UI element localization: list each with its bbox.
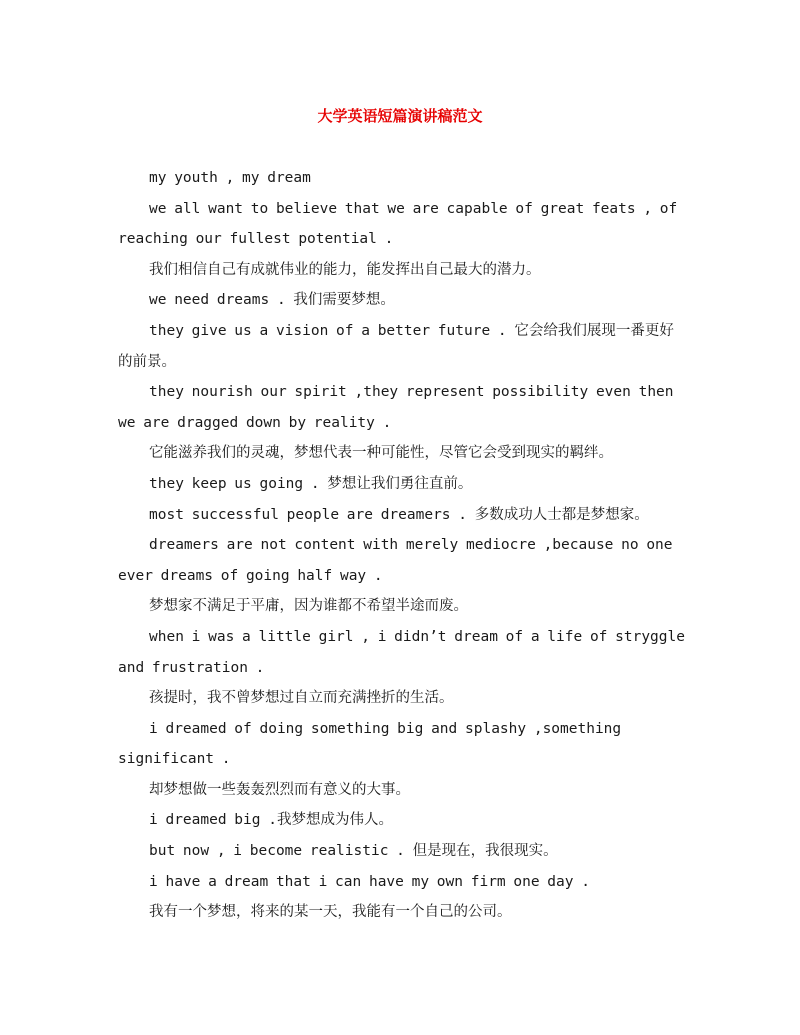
paragraph: they keep us going . 梦想让我们勇往直前。 (149, 475, 473, 492)
paragraph: i dreamed of doing something big and splashy ,something significant . (118, 720, 622, 768)
paragraph: i dreamed big .我梦想成为伟人。 (149, 812, 393, 829)
paragraph: most successful people are dreamers . 多数成功人士都是梦想家。 (149, 506, 649, 523)
paragraph: 我有一个梦想，将来的某一天，我能有一个自己的公司。 (149, 904, 512, 921)
paragraph: my youth , my dream (149, 170, 311, 186)
document-body (118, 163, 686, 928)
paragraph: dreamers are not content with merely mediocre ,because no one ever dreams of going half way . (118, 537, 673, 584)
paragraph: 梦想家不满足于平庸，因为谁都不希望半途而废。 (149, 598, 468, 615)
paragraph: but now , i become realistic . 但是现在，我很现实。 (149, 843, 558, 860)
paragraph: when i was a little girl , i didn’t dream of a life of stryggle and frustration . (118, 628, 685, 676)
paragraph: they give us a vision of a better future . 它会给我们展现一番更好的前景。 (118, 322, 674, 370)
paragraph: they nourish our spirit ,they represent possibility even then we are dragged down by reality . (118, 384, 674, 431)
paragraph: 孩提时，我不曾梦想过自立而充满挫折的生活。 (149, 690, 454, 707)
paragraph: 却梦想做一些轰轰烈烈而有意义的大事。 (149, 781, 410, 798)
paragraph: 它能滋养我们的灵魂，梦想代表一种可能性，尽管它会受到现实的羁绊。 (149, 445, 613, 462)
paragraph: i have a dream that i can have my own firm one day . (149, 873, 590, 890)
paragraph: we need dreams . 我们需要梦想。 (149, 292, 395, 309)
paragraph: we all want to believe that we are capable of great feats , of reaching our fullest potential . (118, 200, 678, 248)
paragraph: 我们相信自己有成就伟业的能力，能发挥出自己最大的潜力。 (149, 261, 541, 278)
document-title: 大学英语短篇演讲稿范文 (317, 107, 483, 125)
